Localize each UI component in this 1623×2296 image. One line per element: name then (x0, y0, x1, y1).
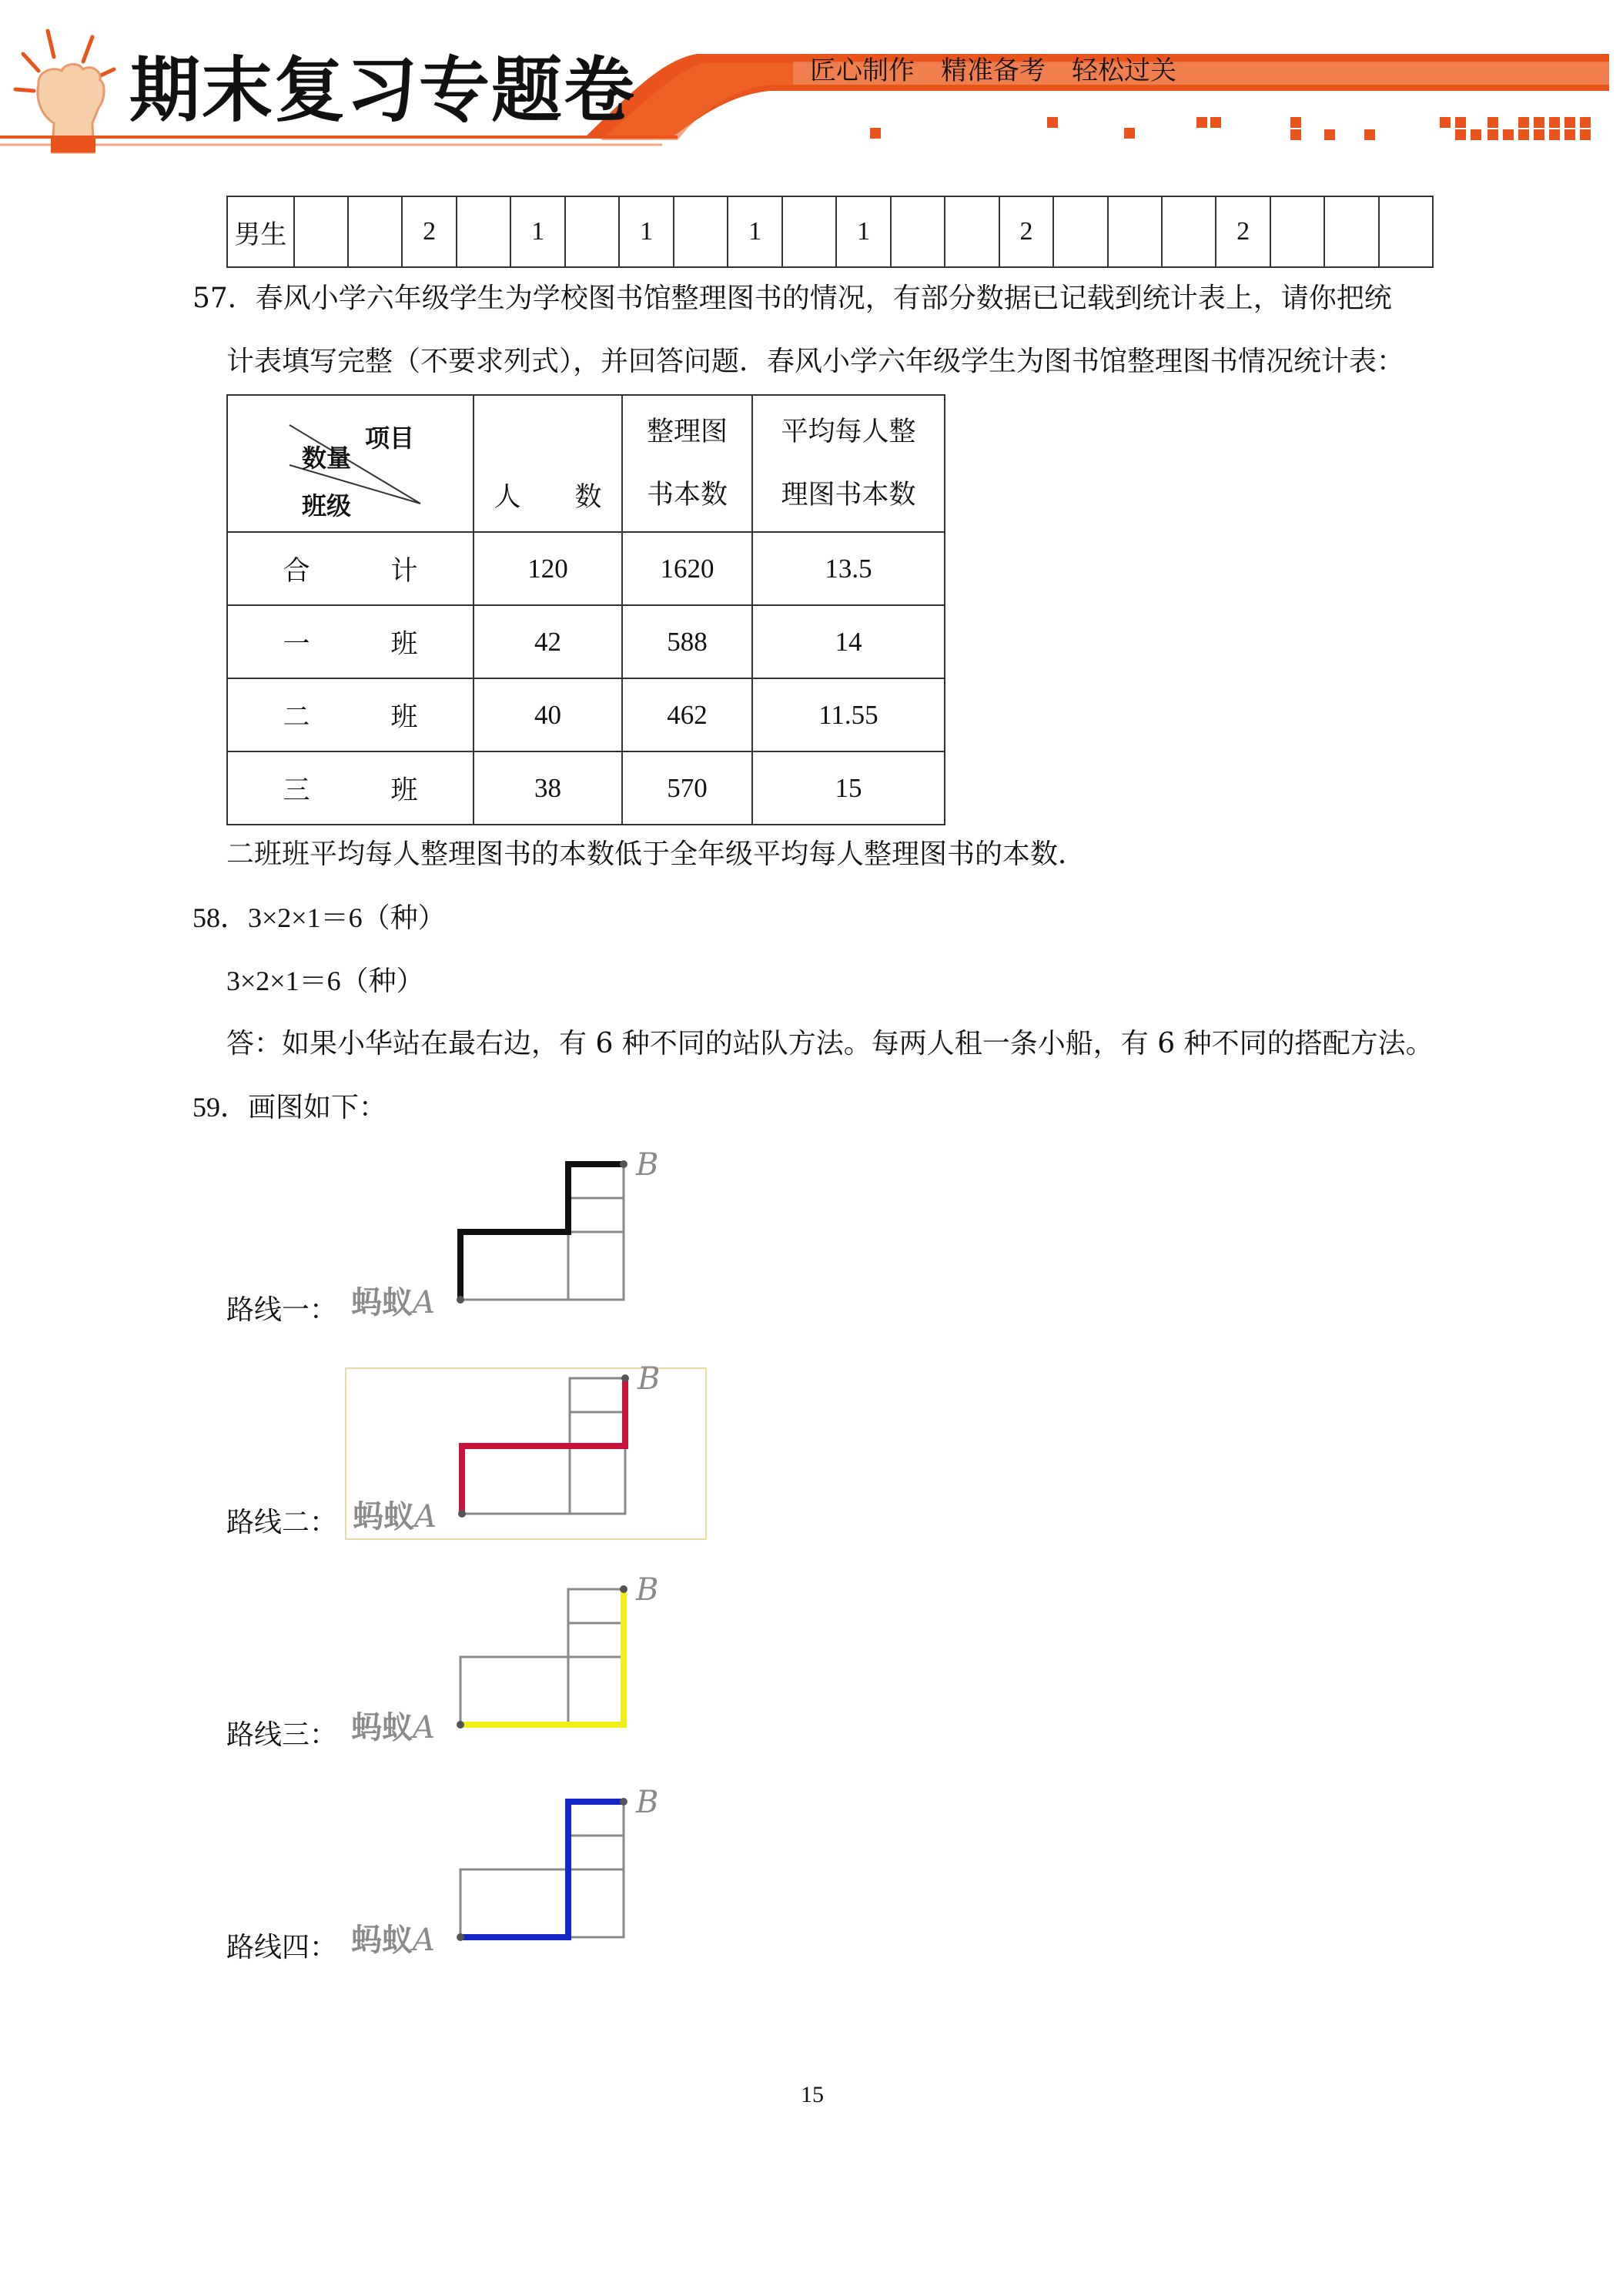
table-row (227, 196, 1433, 267)
table-cell (294, 196, 348, 267)
q58-answer: 答：如果小华站在最右边，有 6 种不同的站队方法。每两人租一条小船，有 6 种不同的搭配方法。 (226, 1028, 1434, 1059)
table-cell (1053, 196, 1107, 267)
col-header-people-text: 人 数 (494, 482, 602, 513)
col-header-books-l1: 整理图 (646, 417, 728, 447)
ant-label (351, 1703, 435, 1747)
table-cell (565, 196, 619, 267)
route-path (462, 1378, 625, 1514)
table-row (227, 751, 945, 825)
page-header (0, 0, 1623, 154)
header-class-label: 班级 (302, 491, 352, 520)
page-number: 15 (801, 2082, 824, 2107)
avg-cell: 15 (752, 751, 945, 825)
q57-text-line1: 57．春风小学六年级学生为学校图书馆整理图书的情况，有部分数据已记载到统计表上，请你把统 (192, 283, 1392, 314)
people-cell: 38 (474, 751, 622, 825)
col-header-avg-l2: 理图书本数 (781, 480, 916, 510)
header-slogan: 匠心制作 精准备考 轻松过关 (810, 55, 1176, 86)
table-cell: 2 (402, 196, 457, 267)
table-cell (457, 196, 510, 267)
books-cell: 588 (622, 605, 752, 678)
books-cell: 570 (622, 751, 752, 825)
books-cell: 1620 (622, 532, 752, 605)
avg-cell: 13.5 (752, 532, 945, 605)
class-name-cell: 合 计 (227, 532, 474, 605)
people-cell: 120 (474, 532, 622, 605)
table-cell (674, 196, 728, 267)
ant-text: 蚂蚁 (351, 1923, 413, 1958)
col-header-books (622, 395, 752, 532)
route-label: 路线三： (226, 1719, 338, 1751)
route-label: 路线四： (226, 1932, 338, 1963)
col-header-avg-l1: 平均每人整 (781, 417, 916, 447)
diagonal-header-cell (227, 395, 474, 532)
point-b-label: B (637, 1361, 661, 1397)
q57-text-line2: 计表填写完整（不要求列式），并回答问题．春风小学六年级学生为图书馆整理图书情况统计表： (226, 346, 1405, 377)
header-item-label: 项目 (365, 423, 415, 453)
table-cell (945, 196, 999, 267)
col-header-people (474, 395, 622, 532)
header-qty-label: 数量 (302, 443, 352, 473)
q58-line1: 58．3×2×1＝6（种） (192, 902, 446, 933)
route-label: 路线一： (226, 1294, 338, 1326)
point-b-label: B (636, 1572, 659, 1608)
table-row (227, 678, 945, 751)
ant-text: 蚂蚁 (351, 1710, 413, 1745)
route-figure (345, 1147, 707, 1327)
row-label: 男生 (227, 196, 294, 267)
table-cell: 2 (1216, 196, 1270, 267)
point-a-label: A (413, 1710, 435, 1745)
header-decorative-dots (862, 109, 1601, 140)
table-cell: 1 (728, 196, 782, 267)
fist-raised-icon (8, 23, 123, 154)
point-a-label: A (413, 1923, 435, 1958)
class-name-cell: 一 班 (227, 605, 474, 678)
route-figure (345, 1361, 707, 1540)
ant-text: 蚂蚁 (353, 1499, 414, 1535)
q59-title: 59．画图如下： (192, 1092, 387, 1123)
class-name-cell: 二 班 (227, 678, 474, 751)
table-cell (1108, 196, 1162, 267)
table-cell (1379, 196, 1433, 267)
q58-line2: 3×2×1＝6（种） (226, 966, 424, 996)
class-name-cell: 三 班 (227, 751, 474, 825)
people-cell: 40 (474, 678, 622, 751)
avg-cell: 11.55 (752, 678, 945, 751)
table-row (227, 605, 945, 678)
point-b-label: B (636, 1785, 659, 1820)
route-figure (345, 1785, 707, 1965)
ant-label (353, 1492, 437, 1536)
table-cell: 1 (510, 196, 565, 267)
table-row (227, 532, 945, 605)
q57-answer: 二班班平均每人整理图书的本数低于全年级平均每人整理图书的本数． (226, 838, 1086, 870)
table-cell: 2 (999, 196, 1054, 267)
book-sorting-table (226, 394, 945, 825)
table-cell (782, 196, 836, 267)
table-cell (1324, 196, 1378, 267)
people-cell: 42 (474, 605, 622, 678)
table-cell: 1 (619, 196, 674, 267)
books-cell: 462 (622, 678, 752, 751)
route-label: 路线二： (226, 1507, 338, 1538)
table-cell (891, 196, 945, 267)
table-cell (1270, 196, 1324, 267)
col-header-avg (752, 395, 945, 532)
point-a-label: A (413, 1285, 435, 1320)
table-cell: 1 (836, 196, 891, 267)
ant-text: 蚂蚁 (351, 1285, 413, 1320)
point-b-label: B (636, 1147, 659, 1183)
boys-counts-table (226, 196, 1434, 268)
avg-cell: 14 (752, 605, 945, 678)
table-cell (348, 196, 402, 267)
table-cell (1162, 196, 1216, 267)
point-a-label: A (414, 1499, 437, 1535)
header-title: 期末复习专题卷 (129, 49, 637, 132)
ant-label (351, 1278, 435, 1322)
ant-label (351, 1916, 435, 1960)
table-header-row (227, 395, 945, 532)
col-header-books-l2: 书本数 (646, 480, 728, 510)
route-figure (345, 1572, 707, 1752)
